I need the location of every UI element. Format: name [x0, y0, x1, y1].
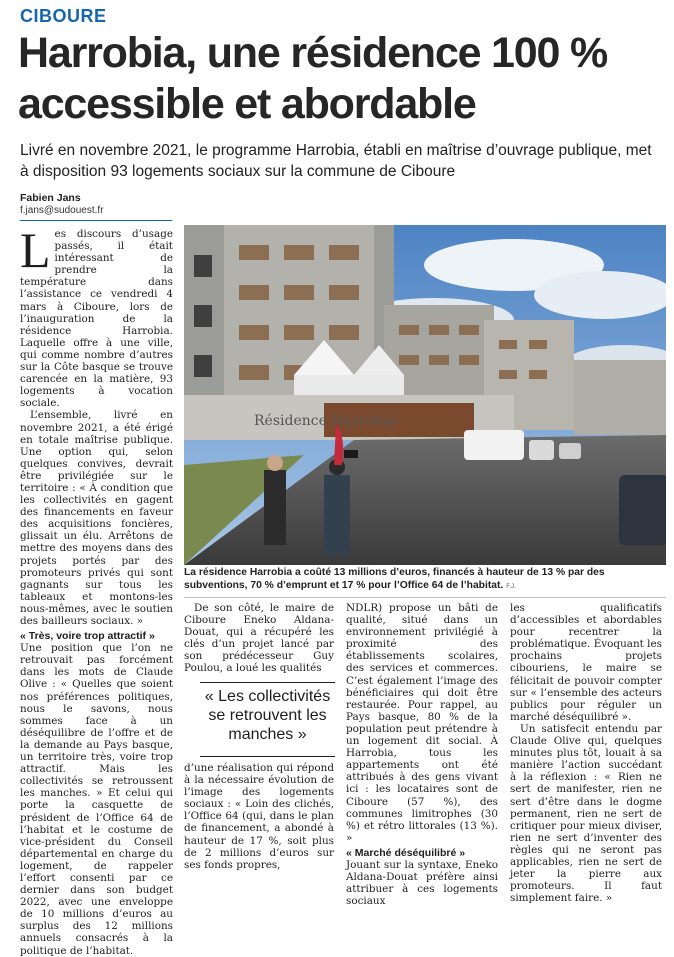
paragraph: les qualificatifs d’accessibles et abordables pour recentrer la problématique. Évoquant les prochains projets cibouriens, le maire se félicitait de pouvoir compter sur « l’ensemble des acteurs publics pour réguler un marché déséquilibré ». — [510, 602, 662, 723]
paragraph: NDLR) propose un bâti de qualité, situé dans un environnement privilégié à proximité des établissements scolaires, des services et commerces. C’est également l’image des bénéficiaires qui doit être restaurée. Pour rappel, au Pays basque, 80 % de la population peut prétendre à un logement dit social. À Harrobia, tous les appartements ont été attribués à des gens vivant ici : les locataires sont de Ciboure (57 %), des communes limitrophes (30 %) et rétro littorales (13 %). » — [346, 602, 498, 844]
paragraph: Un satisfecit entendu par Claude Olive qui, quelques minutes plus tôt, louait à sa manière l’action succédant à la réflexion : « Rien ne sert de manifester, rien ne sert d’être dans le dogme permanent, rien ne sert de critiquer pour mieux diviser, rien ne sert d’inventer des règles qui ne seront pas applicables, rien ne sert de jeter la pierre aux promoteurs. Il faut simplement faire. » — [510, 722, 662, 905]
dropcap: L — [20, 222, 51, 278]
article-column-1 — [20, 222, 173, 957]
paragraph: d’une réalisation qui répond à la nécessaire évolution de l’image des logements sociaux : « Loin des clichés, l’Office 64 (qui, dans le plan de financement, a abondé à hauteur de 17 %, soit plus de 2 millions d’euros sur ses fonds propres, — [184, 762, 334, 871]
paragraph: Une position que l’on ne retrouvait pas forcément dans les mots de Claude Olive : « Quelles que soient nos préférences politiques, nous le savons, nous sommes face à un déséquilibre de l’offre et de la demande au Pays basque, un territoire très, voire trop attractif. Mais les collectivités se retroussent les manches. » Et celui qui porte la casquette de président de l’Office 64 de l’habitat et le costume de vice-président du Conseil départemental en charge du logement, de rappeler l’effort consenti par ce dernier dans son budget 2022, avec une enveloppe de 10 millions d’euros au surplus des 12 millions annuels consacrés à la politique de l’habitat. — [20, 642, 173, 957]
article-column-3 — [346, 602, 498, 907]
author-divider — [20, 220, 172, 221]
article-column-4 — [510, 602, 662, 904]
caption-divider — [184, 597, 666, 598]
article-column-2-cont — [184, 762, 334, 871]
paragraph: Les discours d’usage passés, il était intéressant de prendre la température dans l’assistance ce vendredi 4 mars à Ciboure, lors de l’inauguration de la résidence Harrobia. Laquelle offre à une ville, qui comme nombre d’autres sur la Côte basque se trouve carencée en la matière, 93 logements à vocation sociale. — [20, 222, 173, 410]
photo-credit: F.J. — [506, 583, 516, 590]
building-sign: Résidence Harrobia — [254, 413, 396, 429]
intertitle: « Marché déséquilibré » — [346, 846, 466, 859]
paragraph: L’ensemble, livré en novembre 2021, a été érigé en totale maîtrise publique. Une option qui, selon quelques convives, devrait être privilégiée sur le territoire : « À condition que les collectivités en gagent des financements en faveur des acquisitions foncières, glissait un élu. Arrêtons de mettre des moyens dans des projets portés par des promoteurs privés qui sont gagnants sur tous les tableaux et montons-les nous-mêmes, avec le soutien des bailleurs sociaux. » — [20, 409, 173, 627]
quote-rule-top — [200, 682, 335, 683]
section-kicker: CIBOURE — [20, 6, 107, 26]
author-name: Fabien Jans — [20, 192, 81, 204]
article-chapo: Livré en novembre 2021, le programme Harrobia, établi en maîtrise d’ouvrage publique, met à disposition 93 logements sociaux sur la commune de Ciboure — [20, 142, 652, 180]
photo-caption: La résidence Harrobia a coûté 13 millions d’euros, financés à hauteur de 13 % par des subventions, 70 % d’emprunt et 17 % pour l’Office 64 de l’habitat. F.J. — [184, 567, 605, 591]
paragraph: Jouant sur la syntaxe, Eneko Aldana-Douat préfère ainsi attribuer à ces logements sociaux — [346, 858, 498, 908]
intertitle: « Très, voire trop attractif » — [20, 630, 155, 643]
residence-photo — [184, 225, 666, 565]
author-email: f.jans@sudouest.fr — [20, 205, 104, 216]
pull-quote: « Les collectivités se retrouvent les manches » — [204, 688, 331, 743]
quote-rule-bottom — [200, 756, 335, 757]
article-headline: Harrobia, une résidence 100 % accessible et abordable — [18, 29, 607, 128]
article-column-2 — [184, 602, 334, 675]
paragraph: De son côté, le maire de Ciboure Eneko Aldana-Douat, qui a récupéré les clés d’un projet lancé par son prédécesseur Guy Poulou, a loué les qualités — [184, 602, 334, 675]
